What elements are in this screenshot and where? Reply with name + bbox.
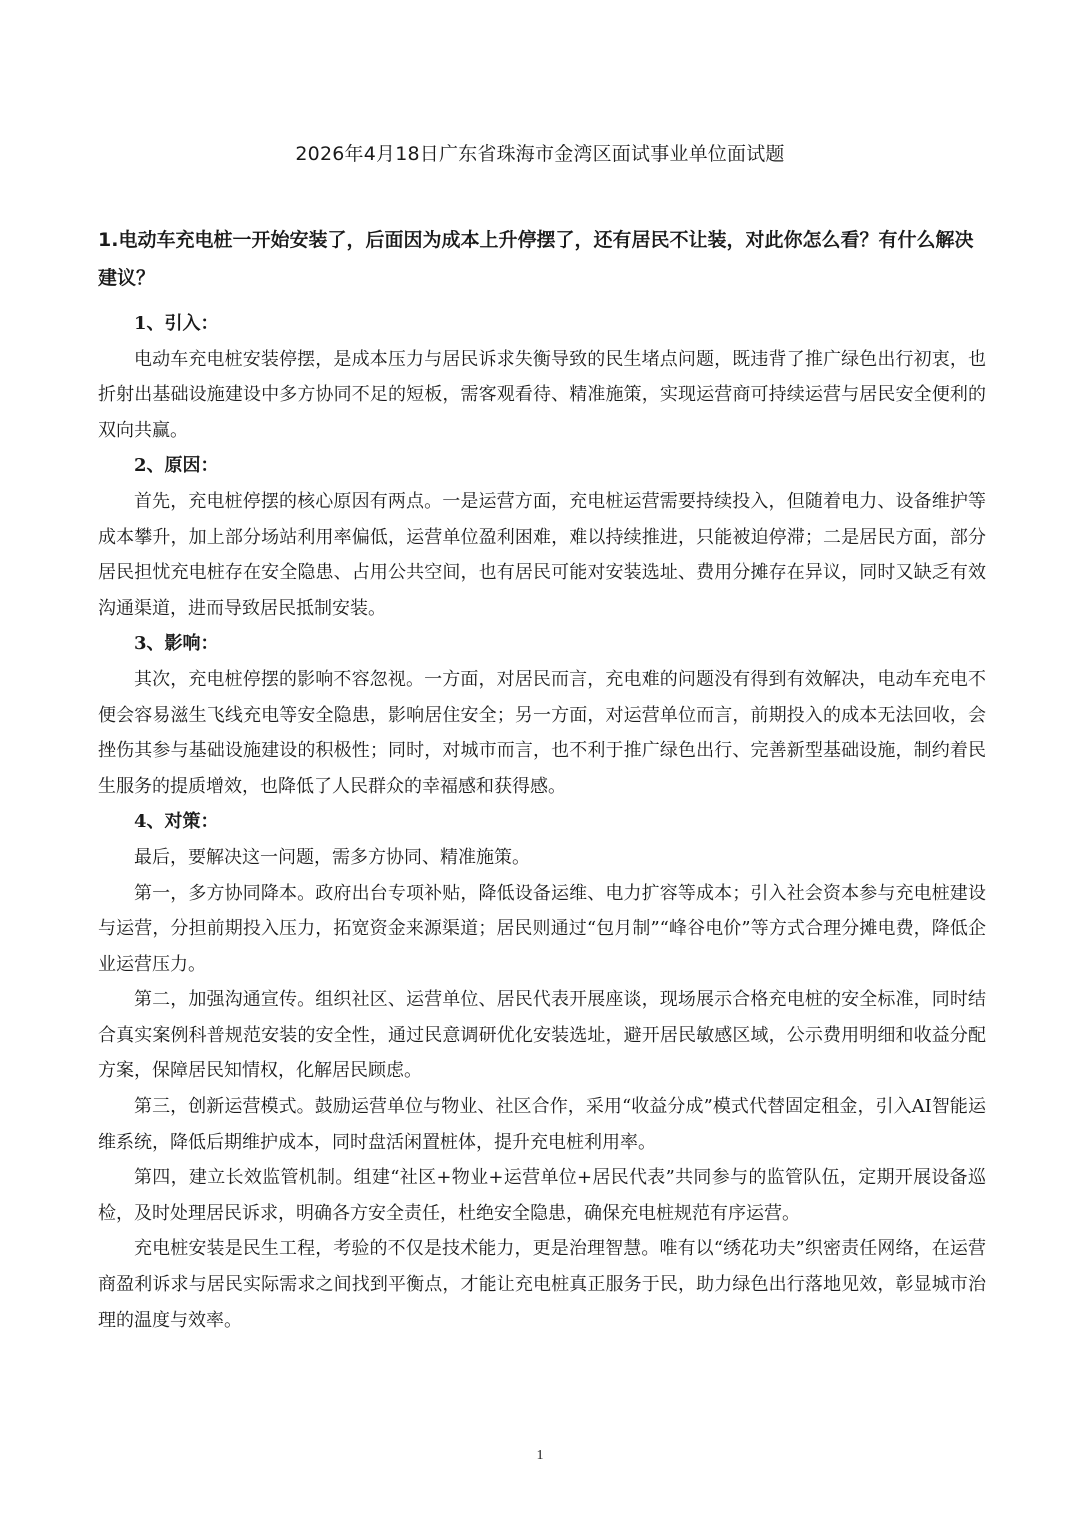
paragraph-cause: 首先，充电桩停摆的核心原因有两点。一是运营方面，充电桩运营需要持续投入，但随着电力、设备维护等成本攀升，加上部分场站利用率偏低，运营单位盈利困难，难以持续推进，只能被迫停滞；二是居民方面，部分居民担忧充电桩存在安全隐患、占用公共空间，也有居民可能对安装选址、费用分摊存在异议，同时又缺乏有效沟通渠道，进而导致居民抵制安装。 [98,490,986,619]
document-title: 2026年4月18日广东省珠海市金湾区面试事业单位面试题 [295,143,785,165]
paragraph-measure-4: 第四，建立长效监管机制。组建“社区+物业+运营单位+居民代表”共同参与的监管队伍，定期开展设备巡检，及时处理居民诉求，明确各方安全责任，杜绝安全隐患，确保充电桩规范有序运营。 [98,1167,986,1224]
section-heading-measures: 4、对策： [134,811,219,833]
paragraph-measures-intro: 最后，要解决这一问题，需多方协同、精准施策。 [134,846,530,868]
paragraph-measure-1: 第一，多方协同降本。政府出台专项补贴，降低设备运维、电力扩容等成本；引入社会资本参与充电桩建设与运营，分担前期投入压力，拓宽资金来源渠道；居民则通过“包月制”“峰谷电价”等方式合理分摊电费，降低企业运营压力。 [98,882,986,975]
paragraph-conclusion: 充电桩安装是民生工程，考验的不仅是技术能力，更是治理智慧。唯有以“绣花功夫”织密责任网络，在运营商盈利诉求与居民实际需求之间找到平衡点，才能让充电桩真正服务于民，助力绿色出行落地见效，彰显城市治理的温度与效率。 [98,1238,986,1331]
paragraph-measure-3: 第三，创新运营模式。鼓励运营单位与物业、社区合作，采用“收益分成”模式代替固定租金，引入AI智能运维系统，降低后期维护成本，同时盘活闲置桩体，提升充电桩利用率。 [98,1096,986,1153]
section-heading-intro: 1、引入： [134,313,219,334]
section-heading-impact: 3、影响： [134,633,219,655]
section-heading-cause: 2、原因： [134,455,219,477]
page-number: 1 [536,1448,544,1463]
paragraph-measure-2: 第二，加强沟通宣传。组织社区、运营单位、居民代表开展座谈，现场展示合格充电桩的安全标准，同时结合真实案例科普规范安装的安全性，通过民意调研优化安装选址，避开居民敏感区域，公示费用明细和收益分配方案，保障居民知情权，化解居民顾虑。 [98,989,986,1082]
paragraph-impact: 其次，充电桩停摆的影响不容忽视。一方面，对居民而言，充电难的问题没有得到有效解决，电动车充电不便会容易滋生飞线充电等安全隐患，影响居住安全；另一方面，对运营单位而言，前期投入的成本无法回收，会挫伤其参与基础设施建设的积极性；同时，对城市而言，也不利于推广绿色出行、完善新型基础设施，制约着民生服务的提质增效，也降低了人民群众的幸福感和获得感。 [98,668,986,797]
answer-body [98,306,986,1338]
paragraph-intro: 电动车充电桩安装停摆，是成本压力与居民诉求失衡导致的民生堵点问题，既违背了推广绿色出行初衷，也折射出基础设施建设中多方协同不足的短板，需客观看待、精准施策，实现运营商可持续运营与居民安全便利的双向共赢。 [98,348,986,441]
question-text: 1.电动车充电桩一开始安装了，后面因为成本上升停摆了，还有居民不让装，对此你怎么看？有什么解决建议？ [98,229,974,289]
